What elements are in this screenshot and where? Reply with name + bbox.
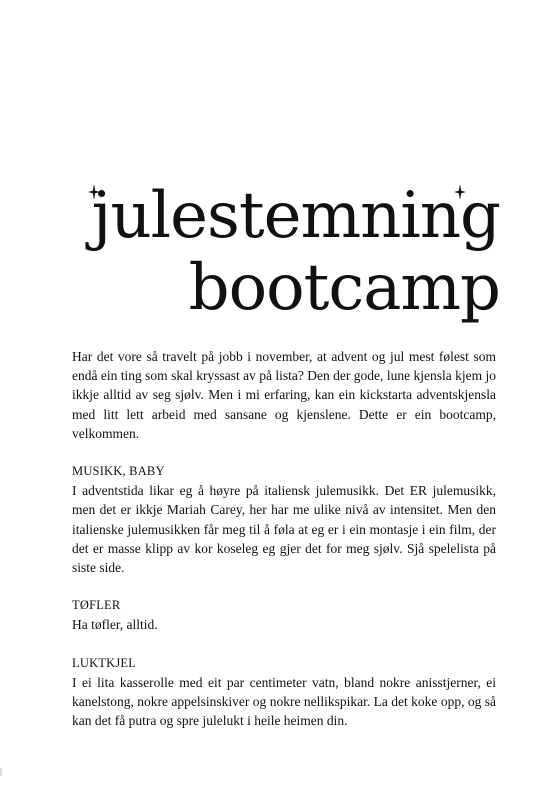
section-heading: MUSIKK, BABY xyxy=(72,464,165,479)
section-text: I adventstida likar eg å høyre på italiensk julemusikk. Det ER julemusikk, men det er ikkje Mariah Carey, her har me ulike nivå av intensitet. Men den italienske julemusikken får meg til å føla at eg er i ein montasje i ein film, der det er masse klipp av kor koseleg eg gjer det for meg sjølv. Sjå spelelista på siste side. xyxy=(72,483,496,576)
title-line-1: julestemning xyxy=(91,179,500,253)
section-musikk xyxy=(72,462,496,577)
article-body xyxy=(72,347,496,730)
page-edge-mark xyxy=(0,768,2,776)
section-heading: TØFLER xyxy=(72,598,121,613)
section-text: I ei lita kasserolle med eit par centimeter vatn, bland nokre anisstjerner, ei kanelstong, nokre appelsinskiver og nokre nellikspikar. La det koke opp, og så kan det få putra og spre julelukt i heile heimen din. xyxy=(72,674,496,729)
title-line-2: bootcamp xyxy=(188,251,500,325)
section-luktkjel xyxy=(72,654,496,731)
section-tofler xyxy=(72,596,496,634)
intro-paragraph: Har det vore så travelt på jobb i november, at advent og jul mest følest som endå ein ting som skal kryssast av på lista? Den der gode, lune kjensla kjem jo ikkje alltid av seg sjølv. Men i mi erfaring, kan ein kickstarta adventskjensla med litt lett arbeid med sansane og kjenslene. Dette er ein bootcamp, velkommen. xyxy=(72,349,496,441)
section-heading: LUKTKJEL xyxy=(72,655,137,670)
page-title xyxy=(60,180,500,324)
section-text: Ha tøfler, alltid. xyxy=(72,617,158,633)
